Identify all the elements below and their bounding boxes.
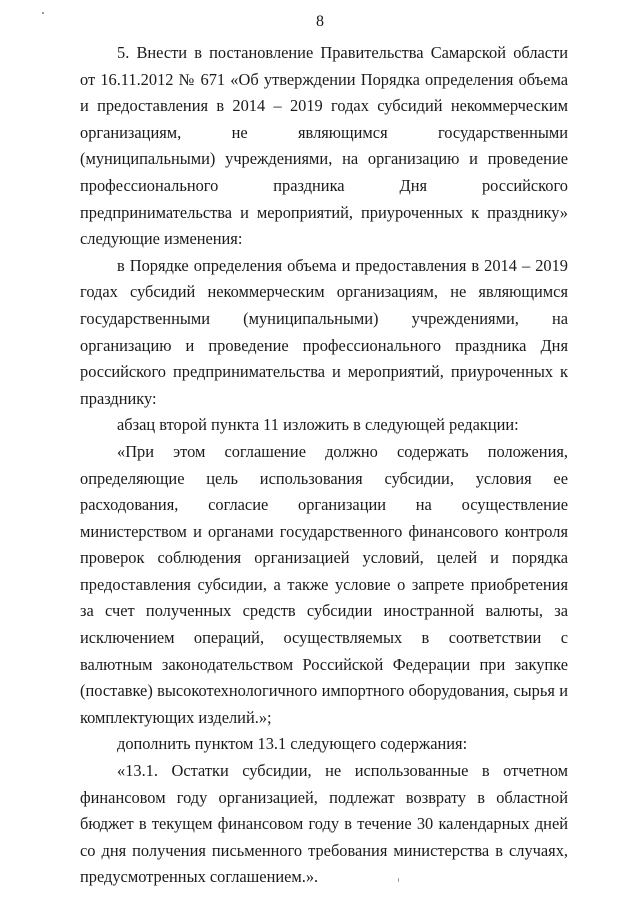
paragraph-procedure-reference: в Порядке определения объема и предоставления в 2014 – 2019 годах субсидий некоммерческим организациям, не являющимся государственными (муниципальными) учреждениями, на организацию и проведение профессионального праздника Дня российского предпринимательства и мероприятий, приуроченных к празднику: [80, 255, 568, 408]
paragraph-item-5-amendment: 5. Внести в постановление Правительства Самарской области от 16.11.2012 № 671 «Об утверждении Порядка определения объема и предоставления в 2014 – 2019 годах субсидий некоммерческим организациям, не являющимся государственными (муниципальными) учреждениями, на организацию и проведение профессионального праздника Дня российского предпринимательства и мероприятий, приуроченных к празднику» следующие изменения: [80, 43, 568, 249]
paragraph-clause-13-1-text: «13.1. Остатки субсидии, не использованные в отчетном финансовом году организацией, подлежат возврату в областной бюджет в текущем финансовом году в течение 30 календарных дней со дня получения письменного требования министерства в случаях, предусмотренных соглашением.». [80, 761, 568, 887]
paragraph-clause-11-text: «При этом соглашение должно содержать положения, определяющие цель использования субсидии, условия ее расходования, согласие организации на осуществление министерством и органами государственного финансового контроля проверок соблюдения организацией условий, целей и порядка предоставления субсидии, а также условие о запрете приобретения за счет полученных средств субсидии иностранной валюты, за исключением операций, осуществляемых в соответствии с валютным законодательством Российской Федерации при закупке (поставке) высокотехнологичного импортного оборудования, сырья и комплектующих изделий.»; [80, 441, 568, 727]
page-number: 8 [316, 13, 324, 30]
document-body [80, 40, 568, 891]
paragraph-clause-13-1-instruction: дополнить пунктом 13.1 следующего содержания: [117, 734, 468, 754]
paragraph-clause-11-instruction: абзац второй пункта 11 изложить в следующей редакции: [117, 415, 519, 435]
scan-speck [398, 878, 399, 882]
